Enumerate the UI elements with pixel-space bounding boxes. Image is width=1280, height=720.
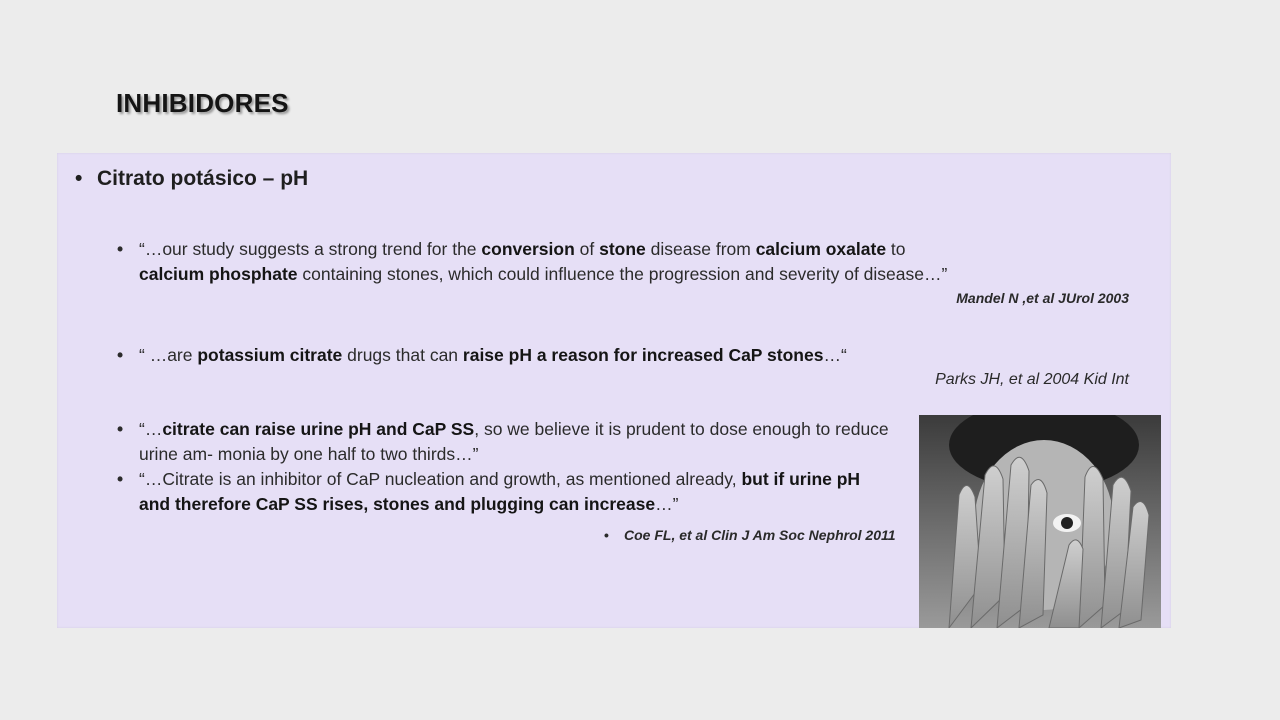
- quote-mandel: [117, 237, 1039, 287]
- photo-illustration: [919, 415, 1161, 628]
- quote-bullet: •: [117, 345, 124, 365]
- quote-text: “…Citrate is an inhibitor of CaP nucleation and growth, as mentioned already,: [139, 469, 742, 489]
- quote-text: containing stones, which could influence the progression and severity of disease…”: [297, 264, 948, 284]
- quote-bold-text: but if urine pH and therefore CaP SS rises, stones and plugging can increase: [139, 469, 861, 514]
- quote-bold-text: calcium oxalate: [755, 239, 887, 259]
- quote-bold-text: conversion: [481, 239, 575, 259]
- quote-bullet: •: [117, 239, 124, 259]
- quote-bold-text: calcium phosphate: [139, 264, 298, 284]
- quote-text: …“: [823, 345, 847, 365]
- quote-bold-text: raise pH a reason for increased CaP stones: [462, 345, 824, 365]
- quote-coe-2: [117, 467, 879, 517]
- quote-text: “…our study suggests a strong trend for the: [139, 239, 482, 259]
- heading-bullet: •: [75, 167, 83, 190]
- quote-text: disease from: [645, 239, 756, 259]
- quote-text: of: [574, 239, 600, 259]
- quote-text: “…: [139, 419, 163, 439]
- quote-panel: [57, 153, 1171, 628]
- quote-text: “ …are: [139, 345, 198, 365]
- heading-text: Citrato potásico – pH: [97, 167, 309, 190]
- quote-text: drugs that can: [342, 345, 463, 365]
- citation-parks: Parks JH, et al 2004 Kid Int: [935, 371, 1129, 388]
- quote-parks: [117, 343, 939, 368]
- citation-bullet: •: [604, 527, 609, 543]
- quote-text: to: [886, 239, 906, 259]
- quote-bold-text: citrate can raise urine pH and CaP SS: [162, 419, 475, 439]
- panel-heading: [75, 167, 308, 191]
- slide-title: INHIBIDORES: [116, 88, 289, 118]
- quote-text: …”: [655, 494, 679, 514]
- citation-text: Coe FL, et al Clin J Am Soc Nephrol 2011: [624, 527, 896, 543]
- quote-bullet: •: [117, 469, 124, 489]
- citation-coe: [604, 527, 896, 543]
- hands-over-face-photo: [919, 415, 1161, 628]
- quote-bold-text: potassium citrate: [197, 345, 343, 365]
- quote-text: , so we believe it is prudent to dose enough to reduce urine am- monia by one half to two thirds…”: [139, 419, 889, 464]
- citation-mandel: Mandel N ,et al JUrol 2003: [956, 290, 1129, 306]
- quote-coe-1: [117, 417, 899, 467]
- quote-bold-text: stone: [599, 239, 646, 259]
- quote-bullet: •: [117, 419, 124, 439]
